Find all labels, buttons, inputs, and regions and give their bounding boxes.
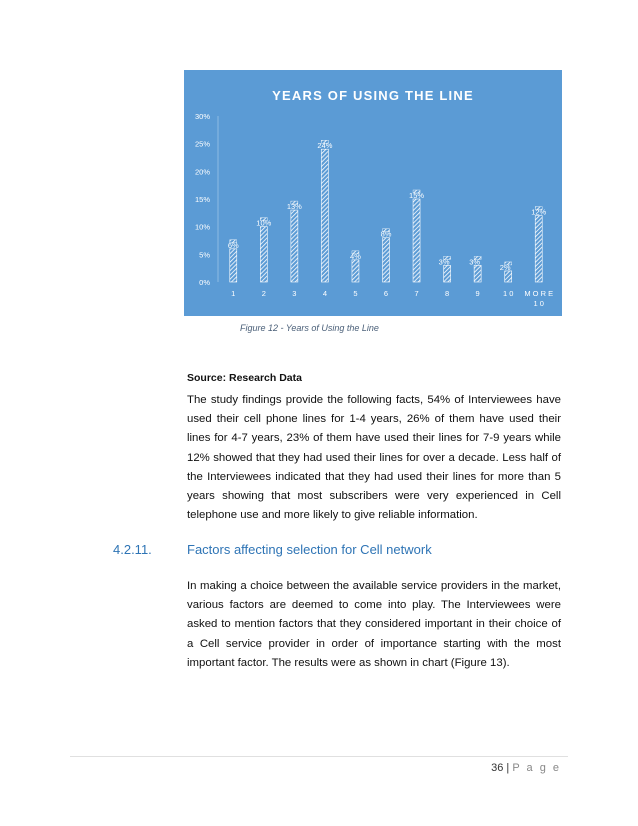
x-tick-label: M O R E [524, 289, 554, 298]
page-number: 36 [491, 762, 504, 774]
x-tick-label: 1 0 [533, 299, 544, 308]
page-footer [491, 762, 561, 774]
y-tick-label: 20% [194, 167, 210, 177]
x-tick-label: 5 [353, 289, 358, 298]
x-tick-label: 6 [383, 289, 389, 298]
data-label: 13% [286, 202, 302, 212]
footer-separator: | [506, 762, 510, 774]
section-title: Factors affecting selection for Cell network [187, 542, 432, 557]
bar [352, 260, 359, 282]
y-tick-label: 15% [194, 195, 210, 204]
bar [383, 238, 390, 282]
x-tick-label: 7 [414, 289, 419, 298]
bar [413, 199, 420, 282]
y-tick-label: 0% [199, 278, 210, 287]
data-label: 12% [531, 207, 547, 217]
bar [505, 271, 512, 282]
source-label: Source: Research Data [187, 372, 302, 384]
section-number: 4.2.11. [113, 542, 152, 557]
data-label: 3% [469, 257, 481, 267]
chart-title: YEARS OF USING THE LINE [272, 88, 474, 103]
paragraph-findings: The study findings provide the following facts, 54% of Interviewees have used their cell phone lines for 1-4 years, 26% of them have used their lines for 4-7 years, 23% of them have used their lines for 7-9 years while 12% showed that they had used their lines for over a decade. Less half of the Interviewees indicated that they had used their lines for more than 5 years showing that most subscribers were very experienced in Cell telephone use and more likely to give reliable information. [187, 394, 561, 522]
chart-svg [184, 70, 562, 316]
bar [260, 227, 267, 282]
x-tick-label: 9 [475, 289, 480, 298]
footer-divider [70, 756, 568, 757]
paragraph-factors: In making a choice between the available service providers in the market, various factors are deemed to come into play. The Interviewees were asked to mention factors that they considered important in their choice of a Cell service provider in order of importance starting with the most important factor. The results were as shown in chart (Figure 13). [187, 580, 561, 669]
figure-caption: Figure 12 - Years of Using the Line [240, 323, 379, 333]
x-tick-label: 2 [261, 289, 266, 298]
bar [230, 249, 237, 282]
data-label: 10% [256, 218, 272, 228]
y-tick-label: 5% [199, 250, 210, 260]
data-label: 8% [380, 229, 392, 239]
y-tick-label: 10% [194, 222, 210, 232]
bar-chart [184, 70, 562, 316]
bar [474, 265, 481, 282]
x-tick-label: 8 [445, 289, 450, 298]
bar [291, 210, 298, 282]
data-label: 15% [409, 191, 425, 200]
x-tick-label: 3 [292, 289, 297, 298]
x-tick-label: 1 [231, 289, 236, 298]
x-tick-label: 4 [322, 289, 327, 298]
bar [535, 216, 542, 282]
data-label: 6% [227, 240, 239, 250]
y-tick-label: 25% [194, 139, 210, 149]
y-tick-label: 30% [194, 112, 210, 121]
bar [444, 265, 451, 282]
data-label: 2% [499, 262, 511, 272]
data-label: 3% [438, 257, 450, 267]
bar [321, 149, 328, 282]
data-label: 24% [317, 141, 333, 151]
x-tick-label: 1 0 [502, 289, 514, 298]
data-label: 4% [350, 251, 361, 261]
page-label: P a g e [512, 762, 561, 774]
